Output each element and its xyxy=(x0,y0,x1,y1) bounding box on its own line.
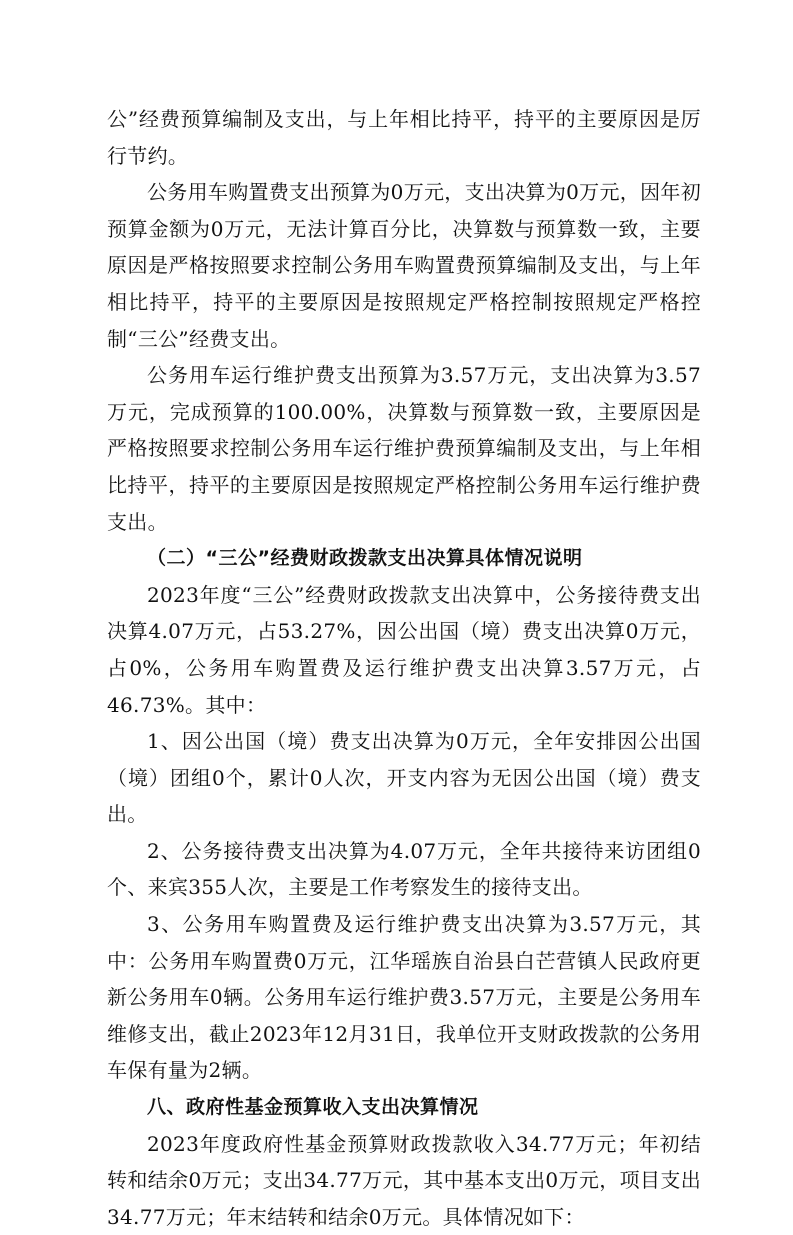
paragraph-vehicle-maintenance: 公务用车运行维护费支出预算为3.57万元，支出决算为3.57万元，完成预算的100.00%，决算数与预算数一致，主要原因是严格按照要求控制公务用车运行维护费预算编制及支出，与上年相比持平，持平的主要原因是按照规定严格控制公务用车运行维护费支出。 xyxy=(107,363,701,534)
paragraph-government-fund: 2023年度政府性基金预算财政拨款收入34.77万元；年初结转和结余0万元；支出34.77万元，其中基本支出0万元，项目支出34.77万元；年末结转和结余0万元。具体情况如下： xyxy=(107,1131,701,1229)
section-heading-government-fund: 八、政府性基金预算收入支出决算情况 xyxy=(147,1096,479,1119)
document-body xyxy=(107,101,701,1235)
paragraph-vehicle-purchase: 公务用车购置费支出预算为0万元，支出决算为0万元，因年初预算金额为0万元，无法计算百分比，决算数与预算数一致，主要原因是严格按照要求控制公务用车购置费预算编制及支出，与上年相比持平，持平的主要原因是按照规定严格控制按照规定严格控制“三公”经费支出。 xyxy=(107,180,701,351)
paragraph-three-public-summary: 2023年度“三公”经费财政拨款支出决算中，公务接待费支出决算4.07万元，占53.27%，因公出国（境）费支出决算0万元，占0%，公务用车购置费及运行维护费支出决算3.57万元，占46.73%。其中： xyxy=(107,582,701,717)
list-item-reception: 2、公务接待费支出决算为4.07万元，全年共接待来访团组0个、来宾355人次，主要是工作考察发生的接待支出。 xyxy=(107,838,701,900)
paragraph-continuation: 公”经费预算编制及支出，与上年相比持平，持平的主要原因是厉行节约。 xyxy=(107,107,701,168)
section-heading-three-public: （二）“三公”经费财政拨款支出决算具体情况说明 xyxy=(147,547,583,570)
list-item-vehicles: 3、公务用车购置费及运行维护费支出决算为3.57万元，其中：公务用车购置费0万元，江华瑶族自治县白芒营镇人民政府更新公务用车0辆。公务用车运行维护费3.57万元，主要是公务用车维修支出，截止2023年12月31日，我单位开支财政拨款的公务用车保有量为2辆。 xyxy=(107,912,701,1083)
list-item-overseas: 1、因公出国（境）费支出决算为0万元，全年安排因公出国（境）团组0个，累计0人次，开支内容为无因公出国（境）费支出。 xyxy=(107,729,701,827)
